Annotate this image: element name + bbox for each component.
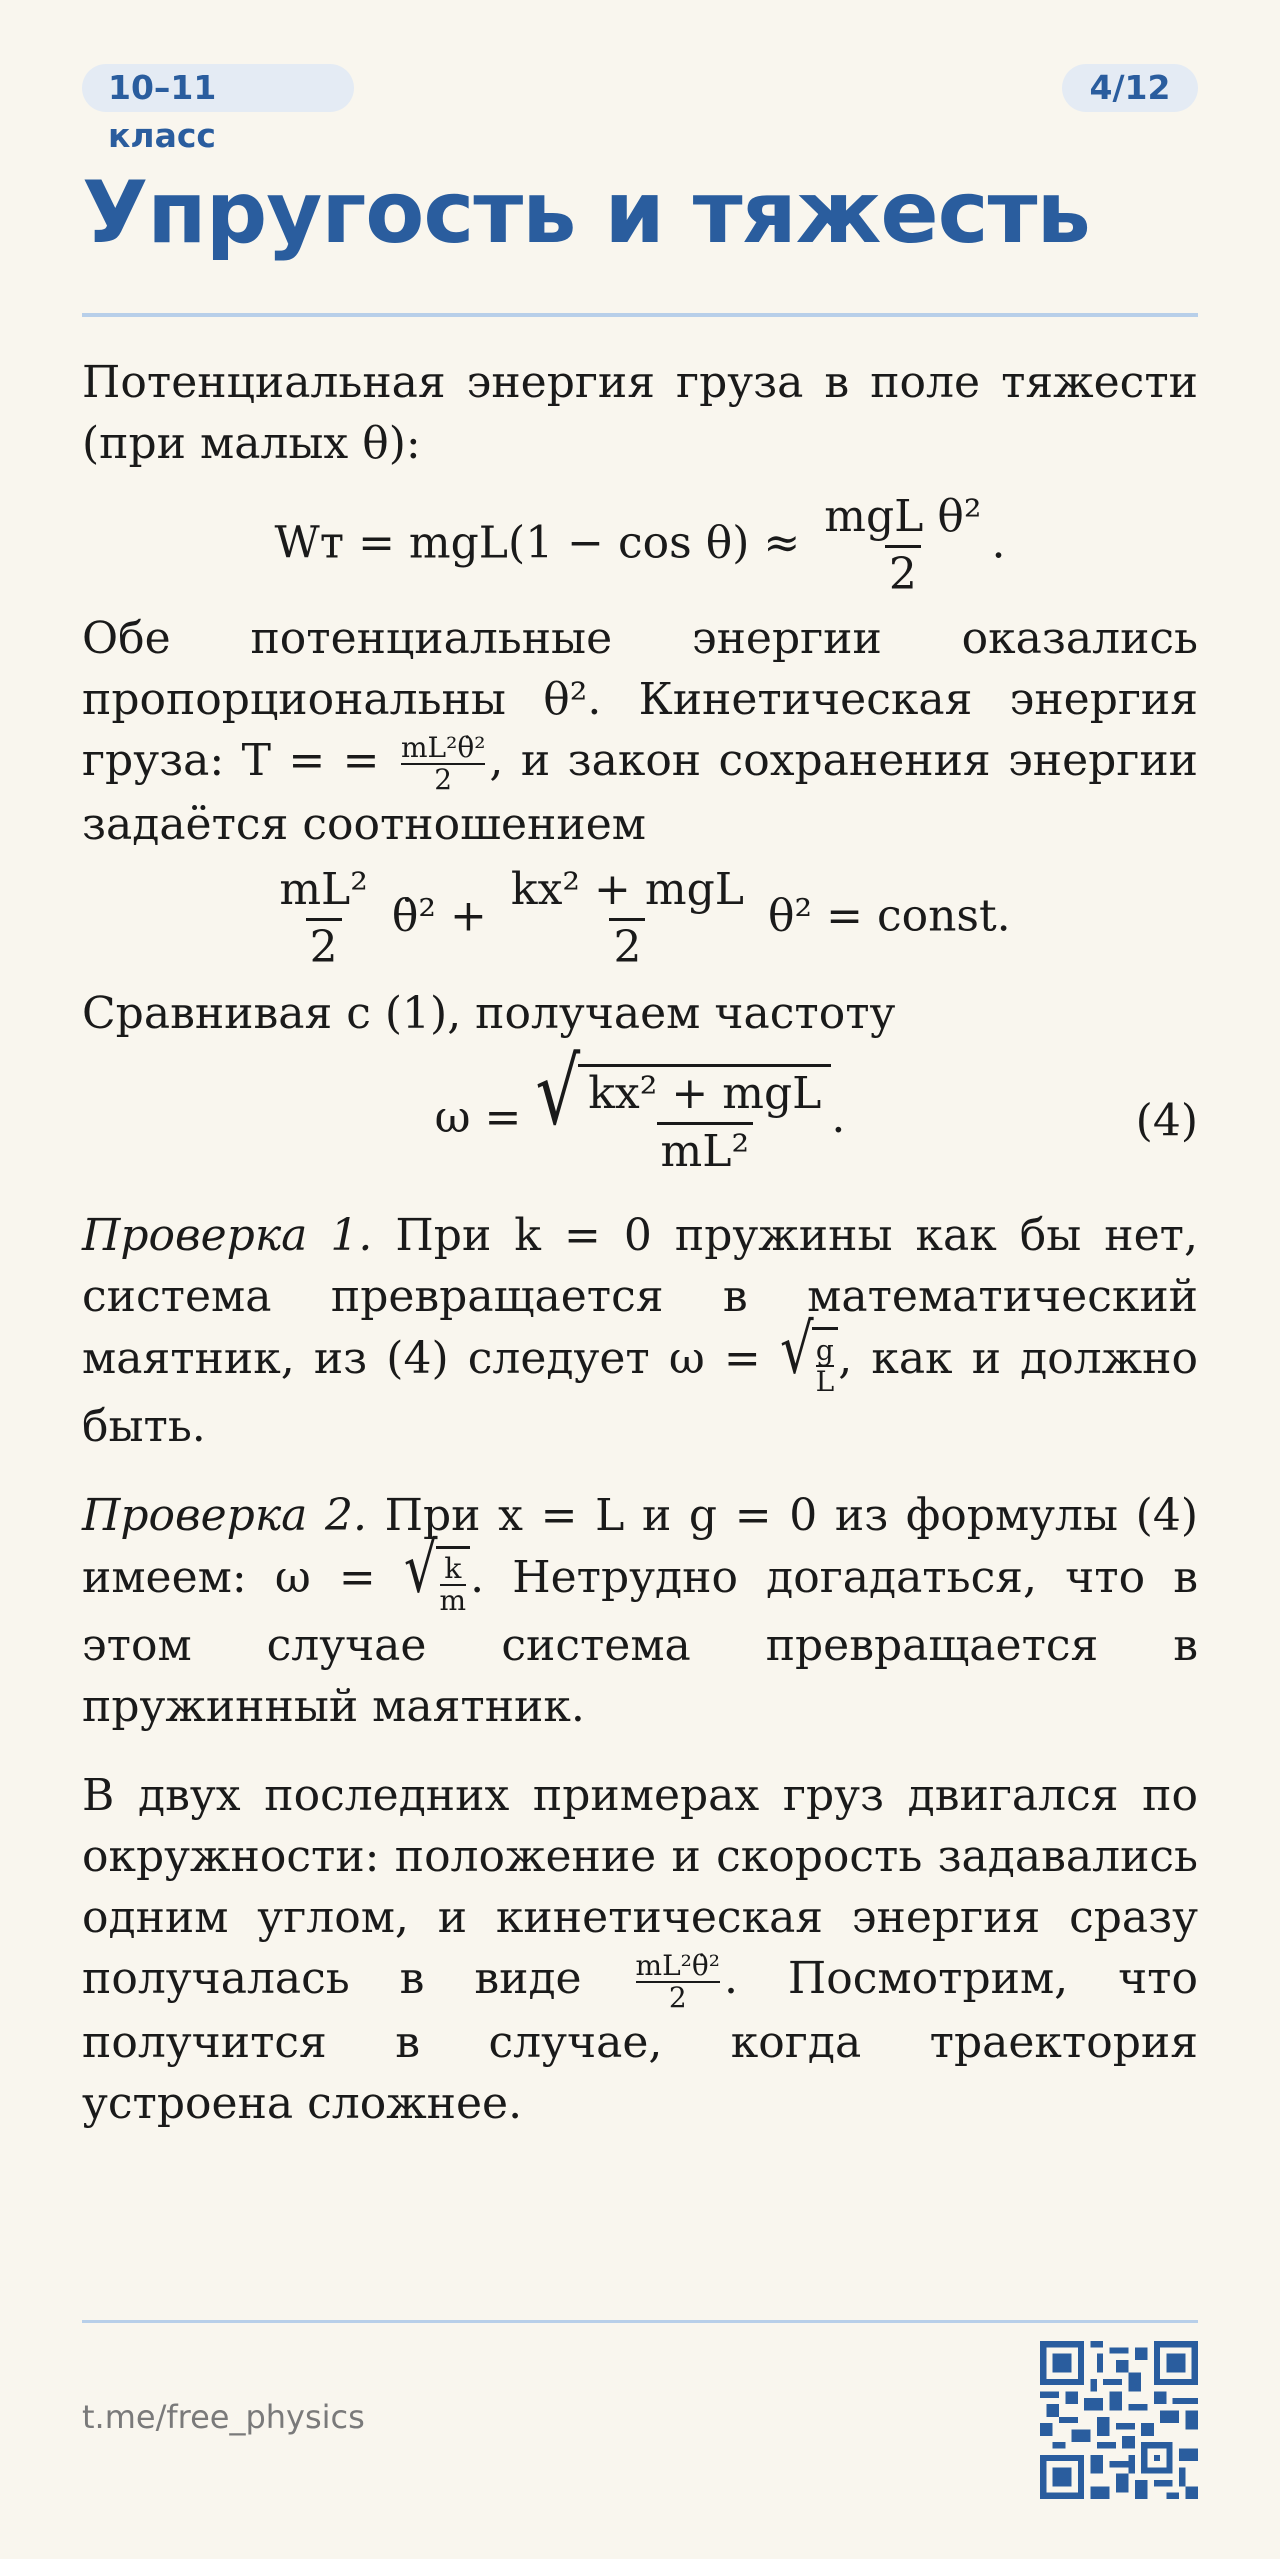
eq1-end: .	[991, 517, 1006, 569]
check2-sqrt	[403, 1529, 470, 1617]
eq2-num-1: mL²	[279, 864, 368, 916]
paragraph-conclusion	[82, 1765, 1198, 2134]
eq2-middle: θ̇² +	[391, 890, 487, 942]
check2-fraction	[440, 1554, 467, 1615]
eq3-lhs: ω =	[434, 1092, 522, 1144]
article-body	[82, 352, 1198, 2134]
check1-text-b: , как и должно быть.	[82, 1333, 1198, 1453]
p2-frac-num: mL²θ̇²	[400, 731, 486, 765]
p2-inline-fraction	[401, 733, 485, 794]
eq2-den-1: 2	[306, 918, 342, 974]
grade-badge: 10–11 класс	[82, 64, 354, 112]
paragraph-check-1	[82, 1205, 1198, 1457]
p2-text-a: Обе потенциальные энергии оказались пропорциональны θ². Кинетическая энергия груза: T =	[82, 613, 1198, 787]
channel-link[interactable]: t.me/free_physics	[82, 2398, 365, 2436]
check1-num: g	[815, 1333, 834, 1367]
paragraph-gravity-energy: Потенциальная энергия груза в поле тяжести (при малых θ):	[82, 357, 1198, 469]
p4-frac-num: mL²θ̇²	[635, 1949, 720, 1983]
sqrt-sign-icon: √	[535, 1039, 581, 1147]
p4-inline-fraction	[636, 1951, 720, 2012]
check2-num: k	[444, 1552, 462, 1586]
eq3-numerator: kx² + mgL	[588, 1068, 822, 1120]
eq3-denominator: mL²	[657, 1122, 754, 1178]
check1-sqrt	[779, 1310, 838, 1398]
equation-number: (4)	[1135, 1095, 1198, 1147]
eq1-denominator: 2	[885, 545, 921, 601]
p2-frac-den: 2	[401, 763, 485, 794]
sqrt-sign-icon: √	[403, 1529, 438, 1609]
sqrt-sign-icon: √	[779, 1310, 814, 1390]
page-counter: 4/12	[1062, 64, 1198, 112]
eq1-lhs: Wт = mgL(1 − cos θ) ≈	[274, 517, 801, 569]
p4-text-a: В двух последних примерах груз двигался по окружности: положение и скорость задавались одним углом, и кинетическая энергия сразу получалась в виде	[82, 1770, 1198, 2005]
equation-gravity-energy	[82, 492, 1198, 600]
p4-frac-den: 2	[636, 1981, 720, 2012]
qr-code-icon	[1040, 2341, 1198, 2499]
eq2-den-2: 2	[609, 918, 645, 974]
eq3-radicand	[578, 1064, 831, 1177]
equation-conservation	[82, 865, 1198, 973]
footer-divider	[82, 2320, 1198, 2323]
eq3-fraction	[584, 1069, 825, 1177]
paragraph-check-2	[82, 1485, 1198, 1737]
p2-text-b: =	[342, 735, 397, 787]
eq2-fraction-2	[507, 865, 748, 973]
p4-text-b: . Посмотрим, что получится в случае, когда траектория устроена сложнее.	[82, 1953, 1198, 2130]
eq1-fraction	[820, 492, 985, 600]
check1-fraction	[815, 1333, 835, 1398]
check1-label: Проверка 1.	[82, 1210, 373, 1262]
p2-text-c: , и закон сохранения энергии задаётся соотношением	[82, 735, 1198, 851]
paragraph-frequency: Сравнивая с (1), получаем частоту	[82, 988, 896, 1040]
check2-text-a: При x = L и g = 0 из формулы (4) имеем: ω =	[82, 1490, 1198, 1604]
check2-label: Проверка 2.	[82, 1490, 367, 1542]
eq2-right: θ² = const.	[767, 890, 1011, 942]
check2-den: m	[439, 1583, 467, 1617]
equation-frequency	[82, 1039, 1198, 1177]
check1-radicand	[812, 1327, 839, 1396]
check1-den: L	[815, 1364, 835, 1398]
eq3-end: .	[831, 1092, 846, 1144]
check2-radicand	[436, 1546, 471, 1615]
title-divider	[82, 313, 1198, 317]
page-title: Упругость и тяжесть	[82, 163, 1090, 263]
check1-text-a: При k = 0 пружины как бы нет, система превращается в математический маятник, из (4) следует ω =	[82, 1210, 1198, 1385]
check2-text-b: . Нетрудно догадаться, что в этом случае система превращается в пружинный маятник.	[82, 1552, 1198, 1733]
eq3-sqrt	[535, 1039, 831, 1177]
paragraph-energy-conservation	[82, 608, 1198, 855]
eq2-num-2: kx² + mgL	[510, 864, 744, 916]
eq1-numerator: mgL θ²	[824, 491, 982, 542]
eq2-fraction-1	[275, 865, 372, 973]
